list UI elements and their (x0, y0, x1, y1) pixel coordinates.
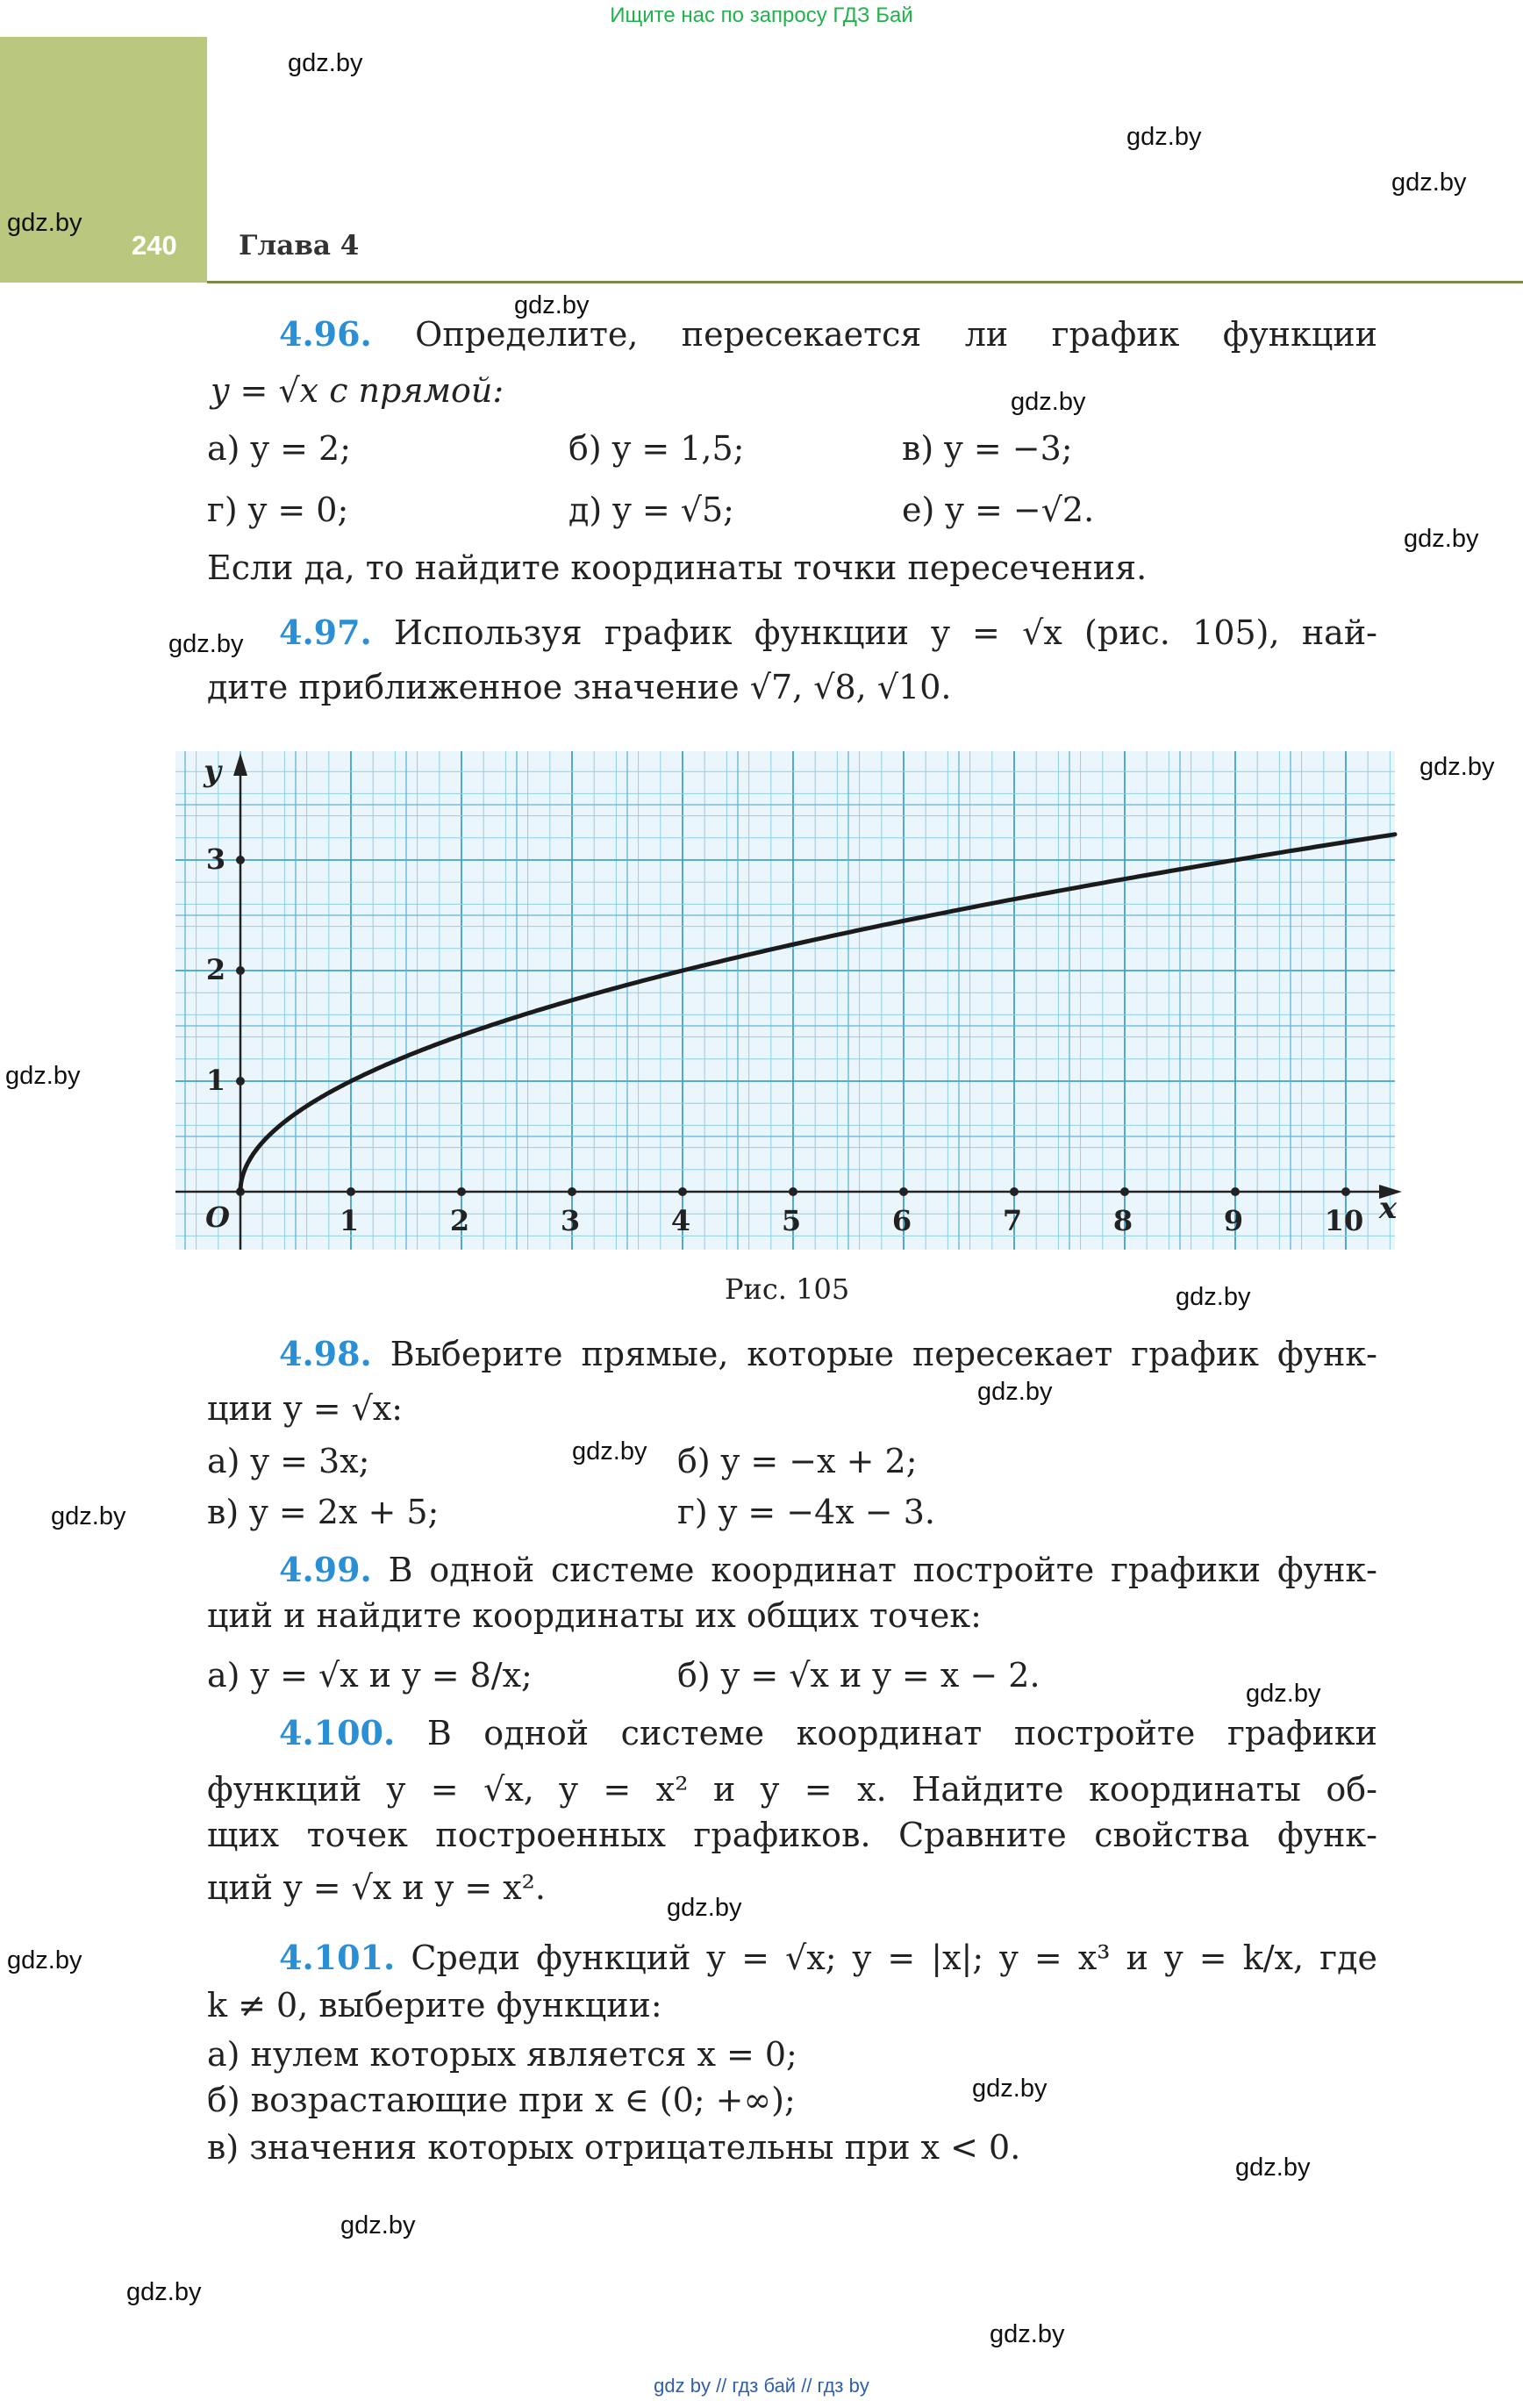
x-tick-label: 6 (891, 1204, 912, 1237)
watermark: gdz.by (977, 1378, 1053, 1406)
option-g: г) y = 0; (207, 491, 349, 529)
option-a: а) нулем которых является x = 0; (207, 2035, 797, 2074)
watermark: gdz.by (1126, 123, 1202, 151)
watermark: gdz.by (340, 2211, 416, 2240)
x-tick-dot (899, 1187, 908, 1196)
x-tick-dot (1341, 1187, 1350, 1196)
option-g: г) y = −4x − 3. (677, 1493, 935, 1531)
top-banner[interactable]: Ищите нас по запросу ГДЗ Бай (610, 4, 913, 27)
problem-4-101-line1: 4.101. Среди функций y = √x; y = |x|; y = x³ и y = k/x, где (279, 1938, 1377, 1977)
problem-4-100-line4: ций y = √x и y = x². (207, 1868, 546, 1907)
problem-4-100-line2: функций y = √x, y = x² и y = x. Найдите координаты об- (207, 1770, 1377, 1809)
x-tick-dot (1120, 1187, 1129, 1196)
origin-label: O (205, 1200, 230, 1234)
watermark: gdz.by (1176, 1283, 1251, 1311)
watermark: gdz.by (514, 291, 590, 319)
x-tick-label: 4 (670, 1204, 691, 1237)
watermark: gdz.by (7, 1946, 82, 1974)
y-tick-label: 3 (205, 842, 226, 876)
x-tick-dot (678, 1187, 687, 1196)
problem-4-97-line1: 4.97. Используя график функции y = √x (рис. 105), най- (279, 613, 1377, 652)
header-divider (207, 281, 1523, 283)
problem-4-96-line2: y = √x с прямой: (211, 371, 504, 410)
x-tick-dot (1010, 1187, 1019, 1196)
problem-4-97-line2: дите приближенное значение √7, √8, √10. (207, 668, 952, 706)
x-tick-label: 1 (339, 1204, 360, 1237)
watermark: gdz.by (572, 1437, 647, 1466)
problem-number: 4.96. (279, 314, 372, 354)
x-axis-label: x (1378, 1191, 1398, 1226)
problem-4-99-line2: ций и найдите координаты их общих точек: (207, 1596, 982, 1635)
problem-4-98-line2: ции y = √x: (207, 1389, 404, 1428)
watermark: gdz.by (990, 2320, 1065, 2348)
footer-links[interactable]: gdz by // гдз бай // гдз by (654, 2375, 869, 2397)
y-tick-label: 2 (205, 953, 226, 986)
option-a: а) y = √x и y = 8/x; (207, 1656, 533, 1695)
x-tick-label: 2 (449, 1204, 470, 1237)
x-tick-label: 5 (781, 1204, 802, 1237)
option-a: а) y = 3x; (207, 1442, 370, 1480)
watermark: gdz.by (7, 209, 82, 237)
y-tick-dot (236, 856, 245, 864)
x-tick-dot (347, 1187, 355, 1196)
problem-number: 4.97. (279, 613, 372, 652)
problem-4-99-line1: 4.99. В одной системе координат постройте графики функ- (279, 1550, 1377, 1589)
y-tick-dot (236, 966, 245, 975)
watermark: gdz.by (51, 1502, 126, 1530)
watermark: gdz.by (126, 2278, 202, 2306)
problem-number: 4.99. (279, 1550, 372, 1589)
watermark: gdz.by (1404, 525, 1479, 553)
graph-background (175, 751, 1395, 1250)
x-tick-dot (1231, 1187, 1240, 1196)
watermark: gdz.by (1391, 168, 1467, 197)
chapter-title: Глава 4 (239, 230, 360, 262)
watermark: gdz.by (1011, 388, 1086, 416)
watermark: gdz.by (972, 2075, 1048, 2103)
graph-grid (175, 751, 1395, 1250)
x-tick-label: 3 (560, 1204, 581, 1237)
option-a: а) y = 2; (207, 429, 352, 468)
watermark: gdz.by (667, 1894, 742, 1922)
watermark: gdz.by (1246, 1680, 1321, 1708)
watermark: gdz.by (288, 49, 363, 77)
problem-4-96-line1: 4.96. Определите, пересекается ли график функции (279, 314, 1377, 354)
x-tick-dot (568, 1187, 576, 1196)
option-b: б) y = √x и y = x − 2. (677, 1656, 1040, 1695)
watermark: gdz.by (5, 1062, 81, 1090)
x-tick-dot (457, 1187, 466, 1196)
sqrt-graph (175, 751, 1412, 1251)
problem-4-100-line3: щих точек построенных графиков. Сравните свойства функ- (207, 1816, 1377, 1854)
option-b: б) y = 1,5; (568, 429, 745, 468)
problem-number: 4.100. (279, 1713, 396, 1752)
watermark: gdz.by (1235, 2154, 1311, 2182)
option-v: в) y = 2x + 5; (207, 1493, 440, 1531)
option-b: б) возрастающие при x ∈ (0; +∞); (207, 2081, 796, 2119)
watermark: gdz.by (168, 630, 244, 658)
problem-number: 4.98. (279, 1334, 372, 1373)
x-tick-label: 8 (1112, 1204, 1133, 1237)
watermark: gdz.by (1419, 753, 1495, 781)
x-tick-label: 10 (1324, 1204, 1364, 1237)
problem-number: 4.101. (279, 1938, 396, 1977)
problem-4-101-line2: k ≠ 0, выберите функции: (207, 1986, 662, 2025)
option-v: в) значения которых отрицательны при x < 0. (207, 2128, 1021, 2167)
problem-4-100-line1: 4.100. В одной системе координат постройте графики (279, 1713, 1377, 1752)
y-axis-label: y (204, 754, 221, 789)
option-e: е) y = −√2. (902, 491, 1095, 529)
problem-4-98-line1: 4.98. Выберите прямые, которые пересекает график функ- (279, 1334, 1377, 1373)
option-v: в) y = −3; (902, 429, 1073, 468)
figure-caption: Рис. 105 (725, 1272, 850, 1306)
x-tick-label: 9 (1223, 1204, 1244, 1237)
y-tick-dot (236, 1077, 245, 1086)
problem-4-96-line3: Если да, то найдите координаты точки пересечения. (207, 548, 1148, 587)
y-tick-label: 1 (205, 1064, 226, 1097)
option-d: д) y = √5; (568, 491, 734, 529)
option-b: б) y = −x + 2; (677, 1442, 918, 1480)
x-tick-label: 7 (1002, 1204, 1023, 1237)
page-number: 240 (132, 230, 177, 261)
x-tick-dot (789, 1187, 797, 1196)
